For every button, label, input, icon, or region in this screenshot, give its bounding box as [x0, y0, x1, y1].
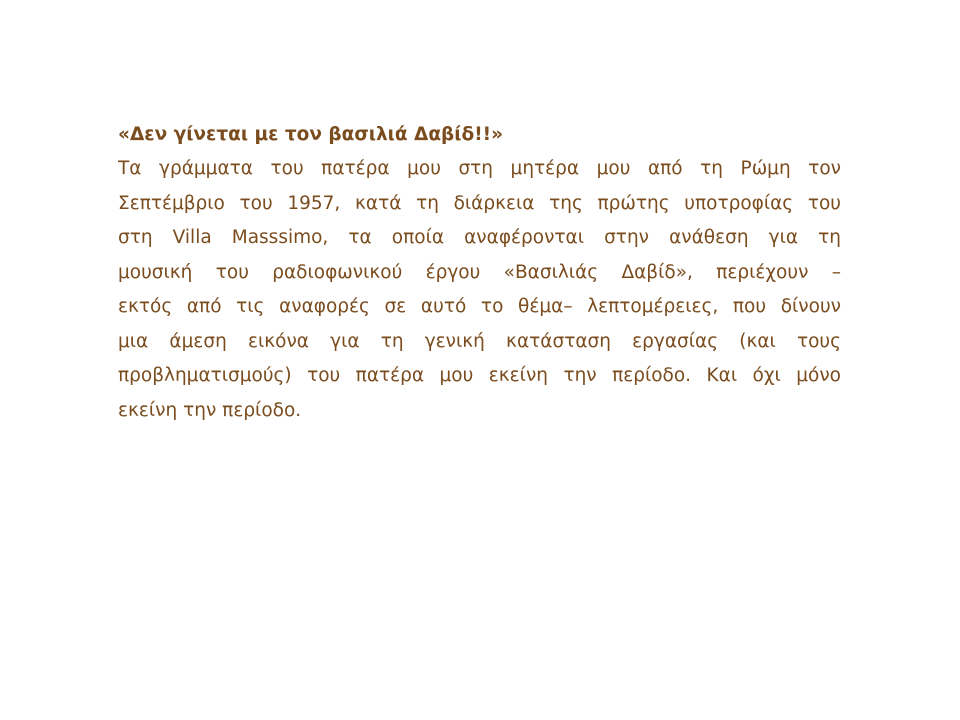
body-line: Σεπτέμβριο του 1957, κατά τη διάρκεια της πρώτης υποτροφίας του — [118, 192, 841, 214]
body-line: μια άμεση εικόνα για τη γενική κατάσταση εργασίας (και τους — [118, 330, 841, 352]
text-block — [118, 118, 841, 428]
body-line: εκείνη την περίοδο. — [118, 399, 302, 421]
body-line: Τα γράμματα του πατέρα μου στη μητέρα μου από τη Ρώμη τον — [118, 158, 841, 179]
body-paragraph — [118, 152, 841, 428]
body-line: προβληματισμούς) του πατέρα μου εκείνη την περίοδο. Και όχι μόνο — [118, 365, 841, 386]
body-line: μουσική του ραδιοφωνικού έργου «Βασιλιάς Δαβίδ», περιέχουν – — [118, 261, 841, 283]
body-line: εκτός από τις αναφορές σε αυτό το θέμα– λεπτομέρειες, που δίνουν — [118, 296, 841, 317]
body-line: στη Villa Masssimo, τα οποία αναφέρονται στην ανάθεση για τη — [118, 227, 841, 248]
slide-title: «Δεν γίνεται με τον βασιλιά Δαβίδ!!» — [118, 124, 504, 145]
